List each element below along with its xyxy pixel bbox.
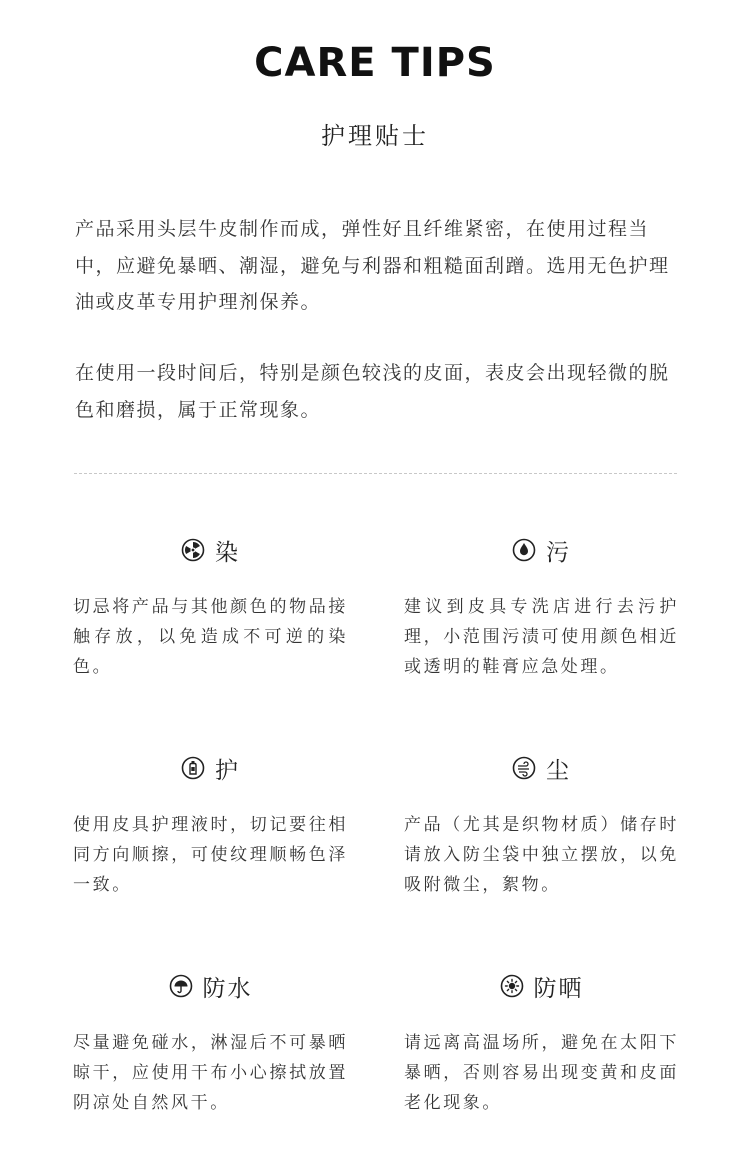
tip-care-header [73, 753, 348, 783]
bottle-icon [181, 756, 205, 780]
tip-dye [73, 535, 348, 682]
section-divider [74, 473, 677, 474]
page-title-cn: 护理贴士 [321, 122, 429, 150]
tip-care [73, 753, 348, 900]
tip-stain [404, 535, 679, 682]
tip-waterproof-title: 防水 [202, 975, 253, 1002]
drop-icon [512, 538, 536, 562]
page-title-en: CARE TIPS [254, 40, 496, 86]
tip-dust-text: 产品（尤其是织物材质）储存时请放入防尘袋中独立摆放，以免吸附微尘，絮物。 [404, 815, 679, 895]
tip-care-text: 使用皮具护理液时，切记要往相同方向顺擦，可使纹理顺畅色泽一致。 [73, 815, 348, 895]
intro-paragraph-1: 产品采用头层牛皮制作而成，弹性好且纤维紧密，在使用过程当中，应避免暴晒、潮湿，避免与利器和粗糙面刮蹭。选用无色护理油或皮革专用护理剂保养。 [75, 218, 670, 313]
tip-stain-header [404, 535, 679, 565]
sun-icon [500, 974, 524, 998]
tip-waterproof [73, 971, 348, 1118]
tip-dye-text: 切忌将产品与其他颜色的物品接触存放，以免造成不可逆的染色。 [73, 597, 348, 677]
tip-dust-title: 尘 [546, 757, 571, 784]
umbrella-icon [169, 974, 193, 998]
tip-stain-text: 建议到皮具专洗店进行去污护理，小范围污渍可使用颜色相近或透明的鞋膏应急处理。 [404, 597, 679, 677]
tip-waterproof-text: 尽量避免碰水，淋湿后不可暴晒晾干，应使用干布小心擦拭放置阴凉处自然风干。 [73, 1033, 348, 1113]
tip-stain-title: 污 [546, 539, 571, 566]
wind-icon [512, 756, 536, 780]
tip-sunproof-title: 防晒 [533, 975, 584, 1002]
tip-dye-header [73, 535, 348, 565]
tip-dye-title: 染 [215, 539, 240, 566]
tip-care-title: 护 [215, 757, 240, 784]
tip-sunproof-text: 请远离高温场所，避免在太阳下暴晒，否则容易出现变黄和皮面老化现象。 [404, 1033, 679, 1113]
tip-dust-header [404, 753, 679, 783]
tip-waterproof-header [73, 971, 348, 1001]
intro-paragraph-2: 在使用一段时间后，特别是颜色较浅的皮面，表皮会出现轻微的脱色和磨损，属于正常现象。 [75, 362, 670, 421]
tip-sunproof [404, 971, 679, 1118]
radiation-icon [181, 538, 205, 562]
tip-dust [404, 753, 679, 900]
tip-sunproof-header [404, 971, 679, 1001]
